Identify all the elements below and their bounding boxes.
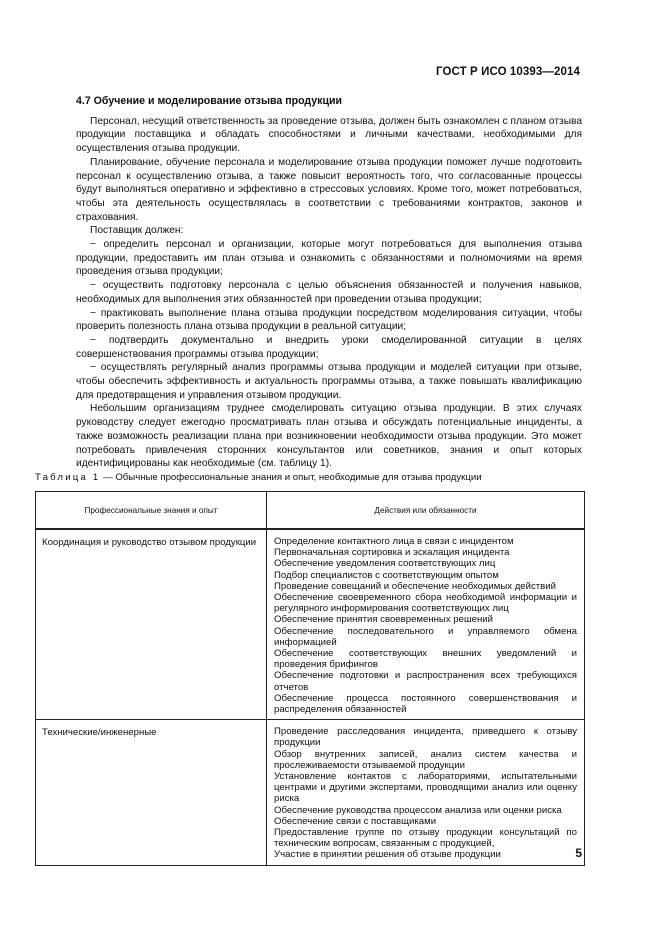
actions-cell — [267, 720, 585, 865]
action-item: Первоначальная сортировка и эскалация инцидента — [274, 547, 510, 559]
table-caption-text: — Обычные профессиональные знания и опыт, необходимые для отзыва продукции — [100, 472, 482, 483]
action-item: Проведение совещаний и обеспечение необходимых действий — [274, 580, 556, 592]
table-caption — [35, 472, 595, 484]
action-item: Обеспечение принятия своевременных решений — [274, 614, 494, 626]
paragraph: Поставщик должен: — [90, 225, 184, 237]
section-content — [76, 95, 582, 471]
list-item: − осуществлять регулярный анализ программы отзыва продукции и моделей ситуации при отзыве, чтобы обеспечить эффективность и актуальность программы отзыва, а также повышать квалификацию для предотвращения и управления отзывом продукции. — [76, 362, 582, 401]
category-cell: Технические/инженерные — [36, 720, 267, 865]
action-item: Обеспечение последовательного и управляемого обмена информацией — [274, 625, 577, 648]
action-item: Обеспечение процесса постоянного совершенствования и распределения обязанностей — [274, 692, 577, 716]
action-item: Обзор внутренних записей, анализ систем качества и прослеживаемости отзываемой продукции — [274, 748, 577, 771]
actions-cell — [267, 529, 585, 720]
list-item: − осуществить подготовку персонала с целью объяснения обязанностей и получения навыков, необходимых для выполнения этих обязанностей при проведении отзыва продукции; — [76, 280, 582, 305]
action-item: Установление контактов с лабораториями, испытательными центрами и другими экспертами, проводящими анализ или оценку риска — [274, 771, 577, 805]
list-item: − определить персонал и организации, которые могут потребоваться для выполнения отзыва продукции, предоставить им план отзыва и ознакомить с обязанностями и полномочиями на время проведения отзыва продукции; — [76, 239, 582, 278]
document-code: ГОСТ Р ИСО 10393—2014 — [435, 66, 580, 78]
action-item: Обеспечение уведомления соответствующих лиц — [274, 558, 496, 570]
action-item: Участие в принятии решения об отзыве продукции — [274, 849, 501, 861]
list-item: − практиковать выполнение плана отзыва продукции посредством моделирования ситуации, чтобы проверить полезность плана отзыва продукции в реальной ситуации; — [76, 307, 582, 333]
table-header-row — [36, 492, 585, 530]
category-cell: Координация и руководство отзывом продукции — [36, 529, 267, 720]
paragraph: Небольшим организациям труднее смоделировать ситуацию отзыва продукции. В этих случаях руководству следует ежегодно просматривать план отзыва и обсуждать потенциальные инциденты, а также возможность реализации плана при возникновении необходимости отзыва продукции. Это может потребовать привлечения сторонних консультантов или советников, знания и опыт которых идентифицированы как необходимые (см. таблицу 1). — [76, 403, 582, 470]
competence-table — [35, 491, 585, 866]
action-item: Обеспечение подготовки и распространения всех требующихся отчетов — [274, 670, 577, 693]
paragraph: Персонал, несущий ответственность за проведение отзыва, должен быть ознакомлен с планом отзыва продукции поставщика и обладать способностями и личными качествами, необходимыми для осуществления отзыва продукции. — [76, 115, 582, 155]
section-title: 4.7 Обучение и моделирование отзыва продукции — [76, 95, 342, 107]
action-item: Подбор специалистов с соответствующим опытом — [274, 569, 499, 581]
action-item: Обеспечение своевременного сбора необходимой информации и регулярного информирования соответствующих лиц — [274, 592, 577, 615]
action-item: Предоставление группе по отзыву продукции консультаций по техническим вопросам, связанным с продукцией, — [274, 827, 577, 850]
paragraph: Планирование, обучение персонала и моделирование отзыва продукции поможет лучше подготовить персонал к осуществлению отзыва, а также повысит вероятность того, что согласованные процессы будут выполняться оперативно и эффективно в стрессовых условиях. Кроме того, может потребоваться, чтобы эта деятельность осуществлялась в соответствии с требованиями контрактов, законов и страхования. — [76, 156, 582, 223]
page-number: 5 — [575, 846, 582, 860]
list-item: − подтвердить документально и внедрить уроки смоделированной ситуации в целях совершенствования программы отзыва продукции; — [76, 334, 582, 360]
action-item: Определение контактного лица в связи с инцидентом — [274, 536, 514, 547]
header-cell-actions: Действия или обязанности — [267, 492, 585, 530]
table-row — [36, 720, 585, 865]
table-caption-label: Таблица 1 — [35, 472, 101, 483]
header-cell-knowledge: Профессиональные знания и опыт — [36, 492, 267, 530]
table-row — [36, 529, 585, 720]
action-item: Обеспечение руководства процессом анализа или оценки риска — [274, 804, 562, 816]
action-item: Проведение расследования инцидента, приведшего к отзыву продукции — [274, 726, 577, 749]
action-item: Обеспечение связи с поставщиками — [274, 815, 437, 827]
action-item: Обеспечение соответствующих внешних уведомлений и проведения брифингов — [274, 648, 577, 671]
